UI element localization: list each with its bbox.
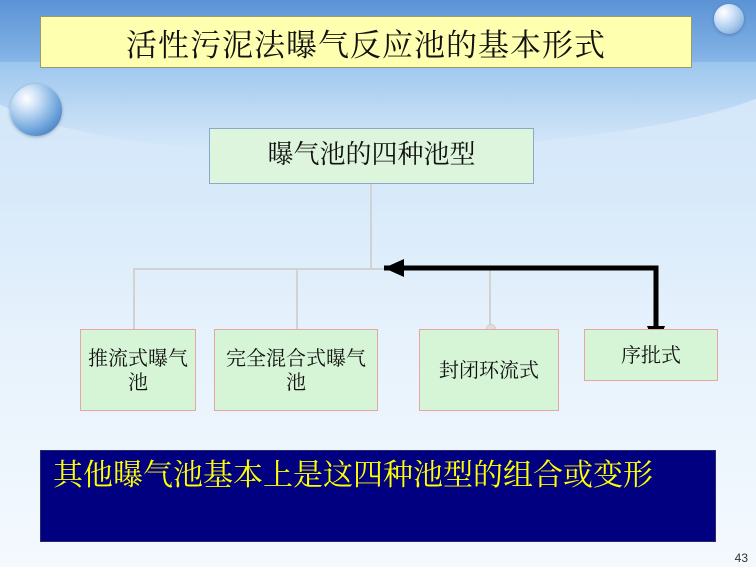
diagram-root-node[interactable] [209, 128, 534, 184]
page-number: 43 [734, 551, 748, 565]
slide-title-text: 活性污泥法曝气反应池的基本形式 [126, 27, 606, 64]
diagram-node-leaf1[interactable] [80, 329, 196, 411]
decorative-sphere-large-icon [10, 84, 62, 136]
diagram-node-leaf2-label: 完全混合式曝气池 [226, 345, 366, 394]
summary-note-text: 其他曝气池基本上是这四种池型的组合或变形 [53, 458, 653, 493]
slide-title [40, 16, 692, 68]
diagram-node-leaf1-label: 推流式曝气池 [88, 345, 188, 394]
diagram-node-leaf3-label: 封闭环流式 [439, 357, 539, 382]
summary-note [40, 450, 716, 542]
decorative-sphere-icon [714, 4, 744, 34]
diagram-node-leaf2[interactable] [214, 329, 378, 411]
diagram-node-leaf4[interactable] [584, 329, 718, 381]
connector-to-leaf2 [296, 268, 298, 329]
connector-to-leaf1 [133, 268, 135, 329]
diagram-node-leaf4-label: 序批式 [621, 342, 681, 367]
diagram-node-leaf3[interactable] [419, 329, 559, 411]
diagram-root-label: 曝气池的四种池型 [267, 140, 476, 171]
